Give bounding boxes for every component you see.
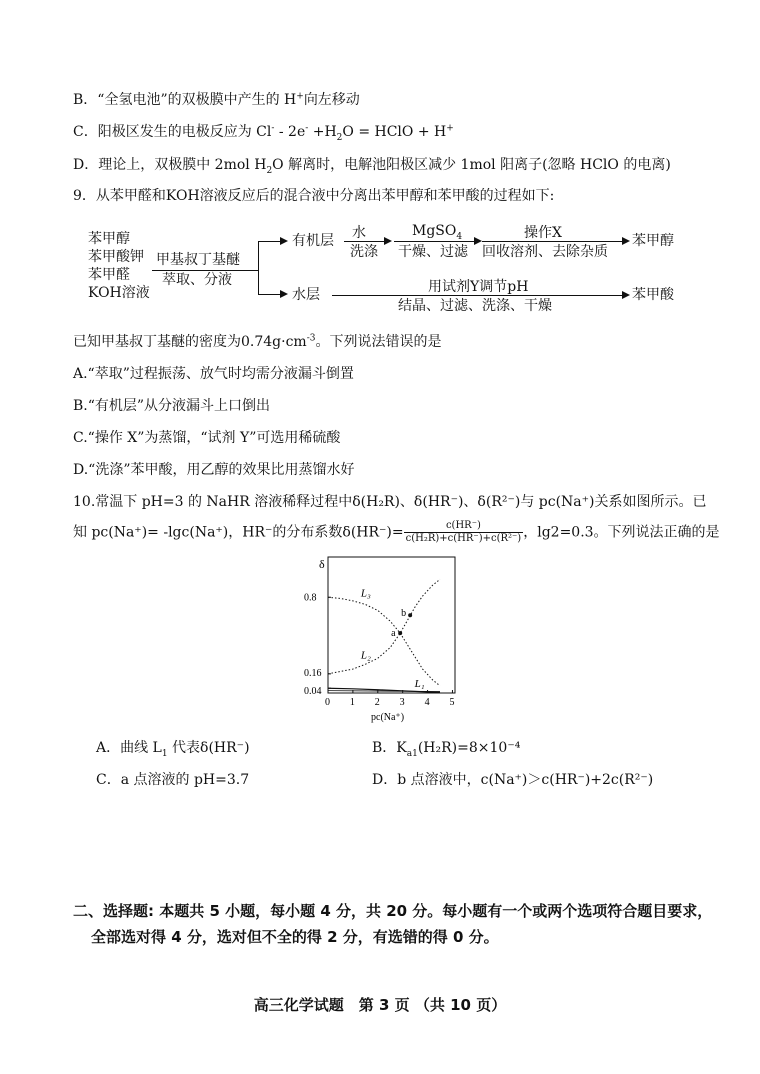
- point-a: [398, 631, 402, 635]
- series-line-2: [328, 579, 440, 674]
- flow-opx-label: 回收溶剂、去除杂质: [482, 244, 608, 260]
- q10-stem-line1: 10.常温下 pH=3 的 NaHR 溶液稀释过程中δ(H₂R)、δ(HR⁻)、δ(R²⁻)与 pc(Na⁺)关系如图所示。已: [73, 494, 707, 510]
- q10-option-a: A．曲线 $L_1$ 代表δ(HR⁻): [96, 740, 250, 759]
- series-label-3: L₁: [414, 677, 425, 690]
- x-tick-label: 4: [424, 697, 430, 708]
- q8-option-b: B．“全氢电池”的双极膜中产生的 H+向左移动: [73, 91, 360, 108]
- point-label-b: b: [401, 608, 407, 620]
- flow-branch-bottom: [258, 294, 282, 295]
- flow-branch-bar: [258, 241, 259, 294]
- flow-opx-arrow: [482, 241, 624, 242]
- series-label-2: L₂: [360, 649, 371, 662]
- y-tick-label: 0.16: [304, 667, 322, 679]
- distribution-fraction: $\frac{c(HR^-)}{\text{c(H₂R)+c(HR⁻)+c(R²⁻)}}$: [405, 520, 522, 544]
- q9-known: 已知甲基叔丁基醚的密度为$0.74g\cdot cm^{-3}$。下列说法错误的是: [73, 333, 442, 350]
- flow-dry-arrow: [394, 241, 476, 242]
- flow-extract-method: 萃取、分液: [162, 272, 232, 288]
- plot-frame: [328, 557, 455, 693]
- q9-option-c: C.“操作 X”为蒸馏，“试剂 Y”可选用稀硫酸: [73, 430, 341, 446]
- flow-arrowhead: [622, 237, 630, 245]
- flow-arrowhead: [474, 237, 482, 245]
- x-tick-label: 2: [374, 697, 380, 708]
- x-tick-label: 0: [325, 697, 330, 708]
- flow-mix-1: 苯甲醇: [88, 231, 130, 247]
- flow-mix-3: 苯甲醛: [88, 267, 130, 283]
- flow-arrowhead: [384, 237, 392, 245]
- flow-product-alcohol: 苯甲醇: [632, 233, 674, 249]
- flow-aqueous-layer: 水层: [292, 287, 320, 303]
- flow-dry-label: 干燥、过滤: [398, 244, 468, 260]
- point-b: [408, 613, 412, 617]
- flow-ph-label: 用试剂Y调节pH: [428, 279, 529, 295]
- q8-option-d: D．理论上，双极膜中 2mol $H_2O$ 解离时，电解池阳极区减少 1mol 阳离子(忽略 HClO 的电离): [73, 157, 671, 176]
- q9-flow-diagram: [84, 222, 684, 312]
- flow-branch-top: [258, 241, 282, 242]
- section2-header: [73, 898, 712, 950]
- flow-wash-label: 洗涤: [350, 244, 378, 260]
- q10-option-d: D．b 点溶液中，c(Na⁺)＞c(HR⁻)+2c(R²⁻): [372, 772, 654, 788]
- flow-arrowhead: [622, 291, 630, 299]
- q10-stem-line2: 知 pc(Na⁺)= -lgc(Na⁺)，HR⁻的分布系数δ(HR⁻)= $\frac{c(HR^-)}{\text{c(H₂R)+c(HR⁻)+c(R²⁻)}}$ ，lg2=0.3。下列说法正确的是: [73, 520, 720, 544]
- section2-line1: 二、选择题: 本题共 5 小题，每小题 4 分，共 20 分。每小题有一个或两个选项符合题目要求，: [73, 902, 713, 920]
- series-label-1: L₃: [360, 587, 371, 600]
- y-tick-label: 0.04: [304, 686, 322, 698]
- flow-mix-2: 苯甲酸钾: [88, 249, 144, 265]
- x-tick-label: 5: [449, 697, 455, 708]
- q9-stem: 9．从苯甲醛和KOH溶液反应后的混合液中分离出苯甲醇和苯甲酸的过程如下:: [73, 188, 555, 204]
- flow-organic-layer: 有机层: [292, 233, 334, 249]
- q9-option-b: B.“有机层”从分液漏斗上口倒出: [73, 398, 271, 414]
- q10-option-b: B．$K_{a1}(H_2R)=8\times 10^{-4}$: [372, 740, 521, 759]
- flow-arrowhead: [280, 290, 288, 298]
- series-line-l1-pair: [328, 691, 440, 692]
- series-line-1: [328, 597, 440, 686]
- section2-line2: 全部选对得 4 分，选对但不全的得 2 分，有选错的得 0 分。: [91, 928, 499, 946]
- q8-option-c: C．阳极区发生的电极反应为 $Cl^- - 2e^- +H_2O$ = HClO + H+: [73, 123, 454, 143]
- flow-mix-4: KOH溶液: [88, 285, 150, 301]
- x-tick-label: 3: [399, 697, 405, 708]
- flow-crystal-label: 结晶、过滤、洗涤、干燥: [398, 298, 552, 314]
- distribution-chart: [295, 550, 475, 730]
- x-axis-label: pc(Na⁺): [371, 712, 405, 723]
- flow-arrowhead: [280, 237, 288, 245]
- y-axis-label: δ: [319, 557, 325, 571]
- flow-wash-arrow: [344, 241, 386, 242]
- q10-option-c: C．a 点溶液的 pH=3.7: [96, 772, 250, 788]
- point-label-a: a: [391, 628, 396, 640]
- q9-option-d: D.“洗涤”苯甲酸，用乙醇的效果比用蒸馏水好: [73, 462, 355, 478]
- flow-op-x: 操作X: [524, 225, 562, 241]
- y-tick-label: 0.8: [304, 592, 317, 604]
- flow-water-label: 水: [352, 225, 366, 241]
- flow-ph-arrow: [332, 295, 624, 296]
- q9-option-a: A.“萃取”过程振荡、放气时均需分液漏斗倒置: [73, 366, 354, 382]
- page-footer: 高三化学试题 第 3 页 （共 10 页）: [253, 996, 507, 1014]
- flow-extract-solvent: 甲基叔丁基醚: [156, 252, 240, 268]
- flow-product-acid: 苯甲酸: [632, 287, 674, 303]
- flow-dry-agent: MgSO$_4$: [412, 223, 463, 242]
- x-tick-label: 1: [349, 697, 355, 708]
